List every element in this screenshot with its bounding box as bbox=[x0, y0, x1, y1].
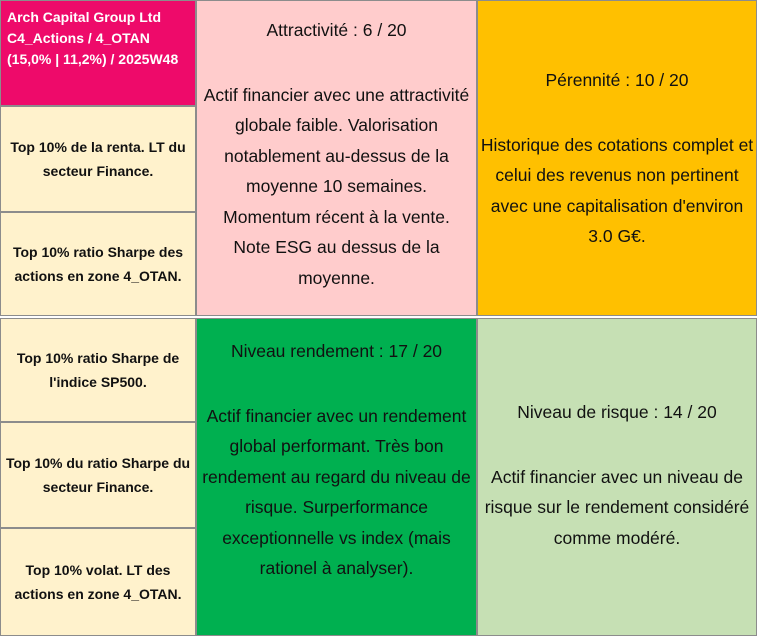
risque-panel bbox=[477, 318, 757, 636]
sidebar-item-sharpe-otan bbox=[0, 212, 196, 316]
sidebar-item-renta-finance bbox=[0, 106, 196, 212]
sidebar-item-sharpe-finance bbox=[0, 422, 196, 528]
asset-header bbox=[0, 0, 196, 106]
perennite-body: Historique des cotations complet et celui des revenus non pertinent avec une capitalisation d'environ 3.0 G€. bbox=[480, 134, 754, 246]
sidebar-item-label: Top 10% du ratio Sharpe du secteur Finance. bbox=[5, 455, 191, 495]
asset-category: C4_Actions / 4_OTAN bbox=[7, 30, 150, 46]
rendement-body: Actif financier avec un rendement global performant. Très bon rendement au regard du niveau de risque. Surperformance exceptionnelle vs index (mais rationel à analyser). bbox=[202, 405, 471, 578]
sidebar-item-sharpe-sp500 bbox=[0, 318, 196, 422]
attractivite-body: Actif financier avec une attractivité globale faible. Valorisation notablement au-dessus de la moyenne 10 semaines. Momentum récent à la vente. Note ESG au dessus de la moyenne. bbox=[203, 84, 470, 288]
sidebar-item-volat-otan bbox=[0, 528, 196, 636]
perennite-title: Pérennité : 10 / 20 bbox=[545, 70, 689, 90]
rendement-title: Niveau rendement : 17 / 20 bbox=[230, 341, 443, 361]
sidebar-item-label: Top 10% de la renta. LT du secteur Finance. bbox=[10, 139, 186, 179]
rendement-panel bbox=[196, 318, 477, 636]
perennite-panel bbox=[477, 0, 757, 316]
asset-stats: (15,0% | 11,2%) / 2025W48 bbox=[7, 51, 179, 67]
sidebar-item-label: Top 10% ratio Sharpe des actions en zone 4_OTAN. bbox=[12, 244, 184, 284]
sidebar-item-label: Top 10% volat. LT des actions en zone 4_OTAN. bbox=[14, 562, 182, 602]
risque-body: Actif financier avec un niveau de risque sur le rendement considéré comme modéré. bbox=[484, 466, 750, 548]
attractivite-panel bbox=[196, 0, 477, 316]
attractivite-title: Attractivité : 6 / 20 bbox=[266, 20, 407, 40]
risque-title: Niveau de risque : 14 / 20 bbox=[517, 402, 717, 422]
asset-name: Arch Capital Group Ltd bbox=[7, 9, 161, 25]
sidebar-item-label: Top 10% ratio Sharpe de l'indice SP500. bbox=[16, 350, 180, 390]
